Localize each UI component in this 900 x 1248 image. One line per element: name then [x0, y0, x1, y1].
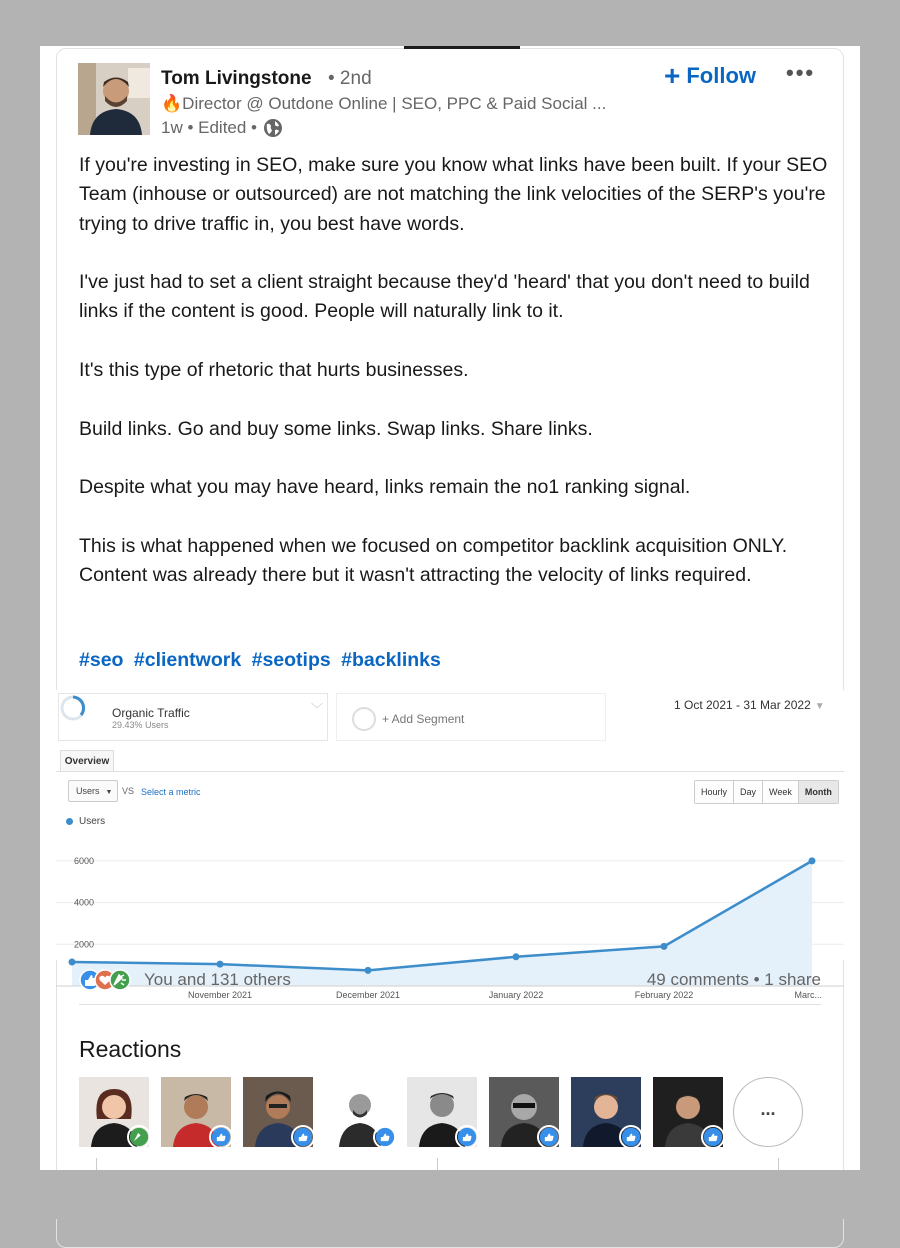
reactions-count[interactable]: You and 131 others	[144, 970, 291, 989]
caret-down-icon: ▼	[105, 789, 113, 796]
like-badge-icon	[291, 1125, 315, 1149]
chevron-down-icon: ﹀	[311, 702, 324, 716]
reactor-list	[79, 1077, 839, 1157]
author-name[interactable]: Tom Livingstone	[161, 68, 312, 89]
post-meta	[161, 118, 283, 138]
x-tick-label: January 2022	[488, 990, 544, 1000]
tab-overview: Overview	[60, 750, 114, 772]
post-paragraph: Despite what you may have heard, links remain the no1 ranking signal.	[79, 476, 691, 499]
x-tick-label: November 2021	[187, 990, 253, 1000]
hashtag-backlinks[interactable]: #backlinks	[341, 649, 441, 671]
more-options-icon[interactable]: •••	[786, 60, 816, 85]
divider-tick	[437, 1158, 438, 1170]
hashtags	[79, 649, 446, 672]
post-paragraph: It's this type of rhetoric that hurts businesses.	[79, 359, 469, 382]
vs-label: VS	[122, 786, 135, 796]
legend-label: Users	[79, 816, 106, 827]
hashtag-seo[interactable]: #seo	[79, 649, 124, 671]
reactor-avatar[interactable]	[571, 1077, 641, 1147]
post-paragraph: Build links. Go and buy some links. Swap links. Share links.	[79, 417, 593, 440]
x-tick-label: Marc...	[794, 990, 822, 1000]
y-tick-label: 4000	[74, 897, 95, 908]
period-day: Day	[734, 781, 763, 803]
reactor-avatar[interactable]	[243, 1077, 313, 1147]
connection-degree: • 2nd	[328, 68, 372, 89]
hashtag-seotips[interactable]: #seotips	[251, 649, 331, 671]
divider	[79, 1004, 821, 1005]
post-paragraph: This is what happened when we focused on competitor backlink acquisition ONLY. Content was already there but it wasn't attracting the velocity of links required.	[79, 534, 788, 587]
reactions-title: Reactions	[79, 1036, 182, 1062]
segment-title: Organic Traffic	[112, 706, 190, 720]
post-time: 1w • Edited •	[161, 118, 258, 137]
follow-label: Follow	[686, 63, 757, 88]
post-paragraph: If you're investing in SEO, make sure you know what links have been built. If your SEO Team (inhouse or outsourced) are not matching the link velocities of the SERP's you're trying to drive traffic in, you best have words.	[79, 154, 828, 235]
reactor-avatar[interactable]	[161, 1077, 231, 1147]
author-headline: 🔥Director @ Outdone Online | SEO, PPC & Paid Social ...	[161, 94, 607, 113]
like-badge-icon	[209, 1125, 233, 1149]
data-point	[661, 943, 668, 950]
y-tick-label: 2000	[74, 939, 95, 950]
reactor-avatar[interactable]	[653, 1077, 723, 1147]
like-badge-icon	[537, 1125, 561, 1149]
x-tick-label: December 2021	[335, 990, 401, 1000]
comments-shares-count[interactable]: 49 comments • 1 share	[646, 970, 821, 989]
date-range-text: 1 Oct 2021 - 31 Mar 2022	[674, 698, 811, 712]
segment-subtitle: 29.43% Users	[112, 720, 169, 730]
like-badge-icon	[619, 1125, 643, 1149]
reactor-avatar[interactable]	[489, 1077, 559, 1147]
celebrate-reaction-icon	[110, 970, 130, 990]
like-badge-icon	[373, 1125, 397, 1149]
like-badge-icon	[455, 1125, 479, 1149]
reaction-icons[interactable]	[79, 968, 139, 992]
top-notch	[404, 46, 520, 49]
reactor-avatar[interactable]	[79, 1077, 149, 1147]
post-paragraph: I've just had to set a client straight because they'd 'heard' that you don't need to build links if the content is good. People will naturally link to it.	[79, 271, 810, 323]
divider-tick	[96, 1158, 97, 1170]
divider-tick	[778, 1158, 779, 1170]
post-body	[79, 151, 829, 620]
period-hourly: Hourly	[695, 781, 734, 803]
post-card	[40, 46, 860, 1170]
author-avatar[interactable]	[78, 63, 150, 135]
data-point	[513, 953, 520, 960]
plus-icon: +	[664, 60, 681, 91]
metric-select-value: Users	[76, 786, 100, 796]
select-metric-link: Select a metric	[141, 787, 201, 797]
hashtag-clientwork[interactable]: #clientwork	[133, 649, 242, 671]
data-point	[809, 857, 816, 864]
bottom-background	[40, 1170, 860, 1219]
more-reactors-button[interactable]: ...	[733, 1077, 803, 1147]
y-tick-label: 6000	[74, 855, 95, 866]
x-tick-label: February 2022	[634, 990, 694, 1000]
social-counts	[79, 966, 821, 994]
period-month: Month	[799, 781, 838, 803]
caret-down-icon: ▼	[814, 701, 825, 712]
globe-icon	[263, 118, 283, 138]
data-point	[69, 959, 76, 966]
celebrate-badge-icon	[127, 1125, 151, 1149]
add-segment-label: + Add Segment	[382, 712, 465, 726]
period-week: Week	[763, 781, 799, 803]
reactor-avatar[interactable]	[407, 1077, 477, 1147]
follow-button[interactable]	[664, 62, 756, 90]
reactor-avatar[interactable]	[325, 1077, 395, 1147]
like-badge-icon	[701, 1125, 725, 1149]
